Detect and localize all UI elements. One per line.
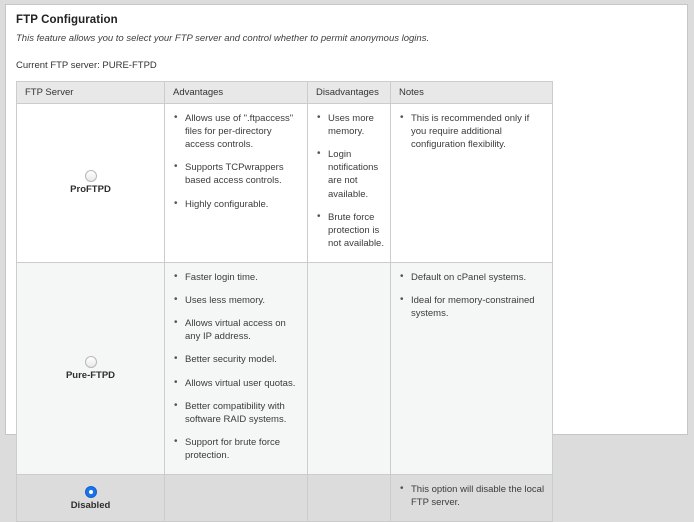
list-item: • Brute force protection is not available.	[316, 211, 384, 250]
ftp-configuration-panel	[5, 4, 688, 511]
proftpd-label[interactable]: ProFTPD	[70, 184, 111, 196]
disabled-advantages-list	[165, 475, 307, 485]
proftpd-notes-cell	[391, 104, 553, 263]
column-header-ftp-server: FTP Server	[17, 82, 165, 104]
pure-ftpd-disadvantages-cell	[308, 262, 391, 474]
proftpd-radio[interactable]	[85, 170, 97, 182]
proftpd-advantages-list	[165, 104, 307, 223]
current-ftp-server-text: Current FTP server: PURE-FTPD	[16, 60, 157, 71]
list-item: • Faster login time.	[173, 271, 301, 284]
list-item: • Better compatibility with software RAID systems.	[173, 400, 301, 426]
list-item: • Highly configurable.	[173, 198, 301, 211]
disabled-notes-cell	[391, 475, 553, 522]
list-item: • This is recommended only if you require additional configuration flexibility.	[399, 112, 546, 151]
list-item: • Default on cPanel systems.	[399, 271, 546, 284]
table-row-disabled	[17, 475, 553, 522]
page-title: FTP Configuration	[16, 14, 118, 26]
list-item: • Allows virtual user quotas.	[173, 377, 301, 390]
table-row-proftpd	[17, 104, 553, 263]
disabled-label[interactable]: Disabled	[70, 499, 111, 511]
proftpd-disadvantages-list	[308, 104, 390, 262]
proftpd-advantages-cell	[165, 104, 308, 263]
list-item: • This option will disable the local FTP server.	[399, 483, 546, 509]
proftpd-option-cell	[17, 104, 165, 263]
proftpd-disadvantages-cell	[308, 104, 391, 263]
list-item: • Uses less memory.	[173, 294, 301, 307]
disabled-radio[interactable]	[85, 486, 97, 498]
list-item: • Supports TCPwrappers based access controls.	[173, 161, 301, 187]
disabled-disadvantages-cell	[308, 475, 391, 522]
list-item: • Ideal for memory-constrained systems.	[399, 294, 546, 320]
page-description: This feature allows you to select your FTP server and control whether to permit anonymous logins.	[16, 33, 430, 44]
pure-ftpd-notes-cell	[391, 262, 553, 474]
ftp-server-table	[16, 81, 553, 522]
list-item: • Support for brute force protection.	[173, 436, 301, 462]
column-header-advantages: Advantages	[165, 82, 308, 104]
pure-ftpd-label[interactable]: Pure-FTPD	[65, 370, 116, 382]
list-item: • Better security model.	[173, 353, 301, 366]
pure-ftpd-notes-list	[391, 263, 552, 332]
pure-ftpd-advantages-list	[165, 263, 307, 474]
table-header-row	[17, 82, 553, 104]
list-item: • Uses more memory.	[316, 112, 384, 138]
pure-ftpd-disadvantages-list	[308, 263, 390, 273]
pure-ftpd-advantages-cell	[165, 262, 308, 474]
list-item: • Allows virtual access on any IP address.	[173, 317, 301, 343]
disabled-advantages-cell	[165, 475, 308, 522]
column-header-disadvantages: Disadvantages	[308, 82, 391, 104]
column-header-notes: Notes	[391, 82, 553, 104]
list-item: • Login notifications are not available.	[316, 148, 384, 200]
pure-ftpd-radio[interactable]	[85, 356, 97, 368]
proftpd-notes-list	[391, 104, 552, 163]
pure-ftpd-option-cell	[17, 262, 165, 474]
disabled-notes-list	[391, 475, 552, 521]
disabled-disadvantages-list	[308, 475, 390, 485]
table-row-pure-ftpd	[17, 262, 553, 474]
list-item: • Allows use of ".ftpaccess" files for per-directory access controls.	[173, 112, 301, 151]
disabled-option-cell	[17, 475, 165, 522]
